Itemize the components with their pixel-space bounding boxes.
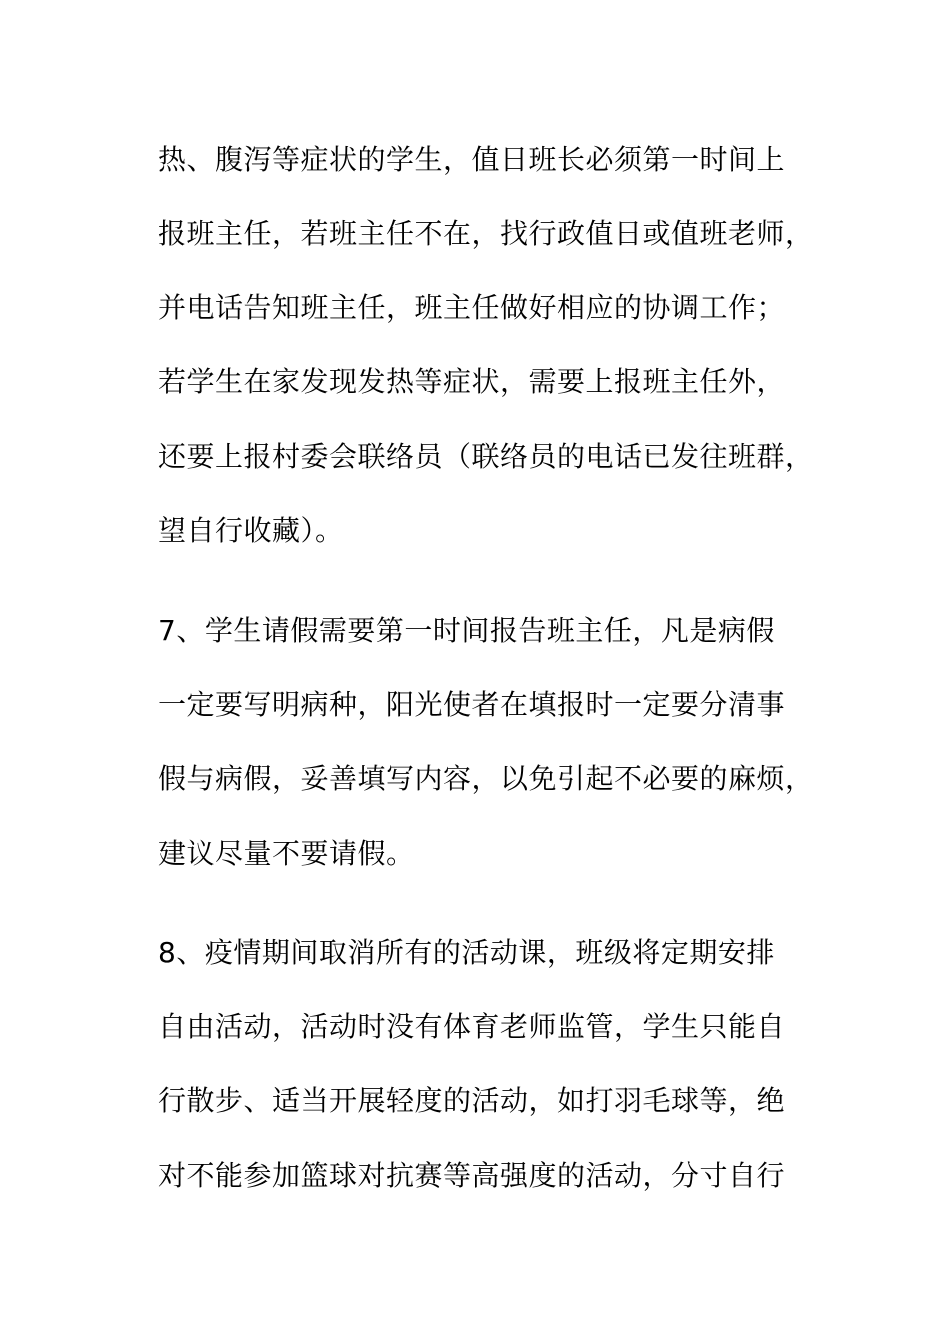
- item-7-line: 假与病假，妥善填写内容，以免引起不必要的麻烦，: [158, 762, 814, 795]
- text-line: 并电话告知班主任，班主任做好相应的协调工作；: [158, 291, 786, 324]
- item-7-line: 建议尽量不要请假。: [158, 837, 415, 870]
- item-8-line: 8、疫情期间取消所有的活动课，班级将定期安排: [158, 936, 775, 969]
- item-8-line: 对不能参加篮球对抗赛等高强度的活动，分寸自行: [158, 1159, 786, 1192]
- item-8-line: 自由活动，活动时没有体育老师监管，学生只能自: [158, 1010, 786, 1043]
- text-line: 望自行收藏）。: [158, 514, 344, 547]
- item-7-line: 一定要写明病种，阳光使者在填报时一定要分清事: [158, 688, 786, 721]
- text-line: 热、腹泻等症状的学生，值日班长必须第一时间上: [158, 143, 786, 176]
- text-line: 若学生在家发现发热等症状，需要上报班主任外，: [158, 365, 786, 398]
- text-line: 还要上报村委会联络员（联络员的电话已发往班群，: [158, 440, 814, 473]
- item-7-line: 7、学生请假需要第一时间报告班主任，凡是病假: [158, 614, 775, 647]
- text-line: 报班主任，若班主任不在，找行政值日或值班老师，: [158, 217, 814, 250]
- item-8-line: 行散步、适当开展轻度的活动，如打羽毛球等，绝: [158, 1084, 786, 1117]
